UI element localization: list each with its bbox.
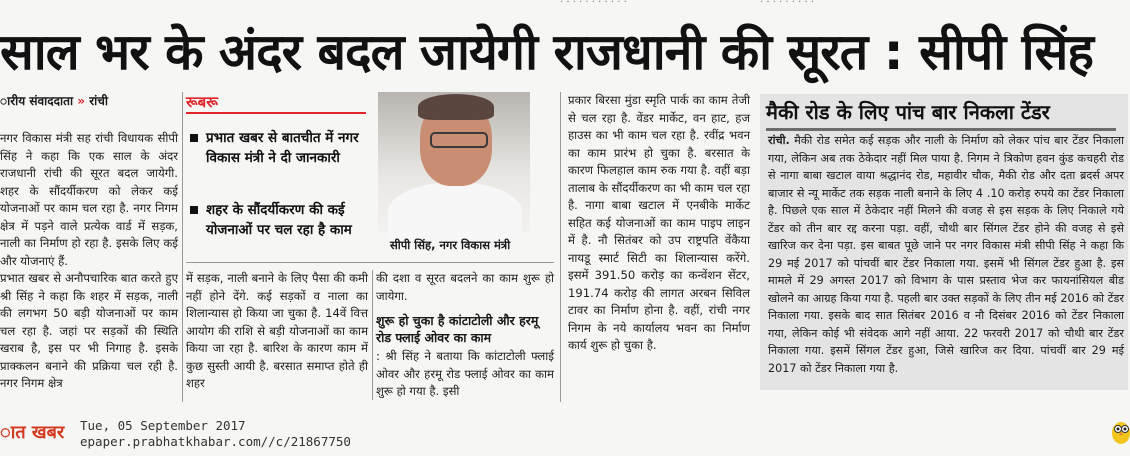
logo-text: ात खबर	[0, 422, 65, 443]
headline: साल भर के अंदर बदल जायेगी राजधानी की सूरत : सीपी सिंह	[0, 23, 1093, 81]
subheading: शुरू हो चुका है कांटाटोली और हरमू रोड फ्लाई ओवर का काम	[376, 313, 539, 345]
square-bullet-icon	[190, 206, 198, 214]
sidebar-box	[760, 94, 1128, 390]
article-column-4: प्रकार बिरसा मुंडा स्मृति पार्क का काम तेजी से चल रहा है. वेंडर मार्केट, वन हाट, हज हाउस का भी काम चल रहा है. रवींद्र भवन का काम प्रारंभ हो चुका है. बरसात के कारण फिलहाल काम रुक गया है. वहीं बड़ा तालाब के सौंदर्यीकरण का भी काम चल रहा है. नागा बाबा खटाल में एनबीके मार्केट सहित कई योजनाओं का काम पाइप लाइन में है. नौ सितंबर को उप राष्ट्रपति वेंकैया नायडू स्मार्ट सिटी का शिलान्यास करेंगे. इसमें 391.50 करोड़ का कन्वेंशन सेंटर, 191.74 करोड़ की लागत अरबन सिविल टावर का निर्माण होना है. वहीं, रांची नगर निगम के नये कार्यालय भवन का निर्माण कार्य शुरू हो चुका है.	[568, 93, 750, 352]
reporter-label: ारीय संवाददाता	[0, 94, 74, 108]
byline-arrow-icon: »	[77, 94, 86, 108]
highlight-bullet-2	[190, 200, 370, 240]
article-column-3-bottom: : श्री सिंह ने बताया कि कांटाटोली फ्लाई ओवर और हरमू रोड फ्लाई ओवर का काम शुरू हो गया है. इसी	[376, 349, 554, 398]
photo-shirt	[388, 182, 522, 242]
highlight-bullet-1	[190, 128, 370, 168]
photo-glasses	[430, 132, 488, 148]
article-column-1: नगर विकास मंत्री सह रांची विधायक सीपी सिंह ने कहा कि एक साल के अंदर राजधानी रांची की सूरत बदल जायेगी. शहर के सौंदर्यीकरण को लेकर कई योजनाओं पर काम चल रहा है. नगर निगम क्षेत्र में पड़ने वाले प्रत्येक वार्ड में सड़क, नाली का निर्माण हो रहा है. इसके लिए कई और योजनाएं हैं. प्रभात खबर से अनौपचारिक बात करते हुए श्री सिंह ने कहा कि शहर में सड़क, नाली की लगभग 50 बड़ी योजनाओं पर काम चल रहा है. जहां पर सड़कों की स्थिति खराब है, इस पर भी निगाह है. इसके प्राक्कलन बनाने की प्रक्रिया चल रही है. नगर निगम क्षेत्र	[0, 131, 178, 390]
square-bullet-icon	[190, 134, 198, 142]
divider	[182, 92, 183, 402]
photo-hair	[418, 94, 494, 120]
edition-date: Tue, 05 September 2017	[80, 418, 246, 433]
photo-caption: सीपी सिंह, नगर विकास मंत्री	[390, 238, 511, 252]
minister-photo	[378, 92, 530, 232]
city-label: रांची	[89, 94, 108, 108]
dateline: रांची.	[768, 134, 790, 147]
footer	[0, 412, 1130, 456]
sidebar-box-text	[768, 132, 1124, 377]
article-column-3-top: की दशा व सूरत बदलने का काम शुरू हो जायेगा.	[376, 271, 554, 303]
highlight-text: शहर के सौंदर्यीकरण की कई योजनाओं पर चल रहा है काम	[206, 202, 352, 238]
owl-mascot-icon	[1108, 415, 1130, 445]
divider	[372, 270, 373, 400]
prabhat-khabar-logo	[0, 418, 66, 450]
rubaru-label: रूबरू	[186, 92, 366, 114]
previous-article-strip	[0, 0, 1130, 8]
sidebar-box-title: मैकी रोड के लिए पांच बार निकला टेंडर	[766, 96, 1116, 131]
divider	[560, 92, 561, 402]
epaper-link[interactable]: epaper.prabhatkhabar.com//c/21867750	[80, 434, 351, 449]
byline	[0, 92, 180, 110]
highlight-text: प्रभात खबर से बातचीत में नगर विकास मंत्री ने दी जानकारी	[206, 130, 359, 166]
divider	[186, 262, 554, 263]
sidebar-box-body: मैकी रोड समेत कई सड़क और नाली के निर्माण को लेकर पांच बार टेंडर निकाला गया, लेकिन अब तक ठेकेदार नहीं मिल पाया है. निगम ने त्रिकोण हवन कुंड कचहरी रोड से नागा बाबा खटाल वाया श्रद्धानंद रोड, महावीर चौक, मैकी रोड और दता ब्रदर्स अपर बाजार से न्यू मार्केट तक सड़क नाली बनाने के लिए 4 .10 करोड़ रुपये का टेंडर निकाला है. पिछले एक साल में ठेकेदार नहीं मिलने की वजह से इस सड़क के लिए निकाले गये टेंडर को तीन बार रद्द करना पड़ा. वहीं, चौथी बार सिंगल टेंडर होने की वजह से इसे खारिज कर देना पड़ा. इस बाबत पूछे जाने पर नगर विकास मंत्री सीपी सिंह ने कहा कि 29 मई 2017 को पांचवीं बार टेंडर निकाला गया. इसमें भी सिंगल टेंडर हुआ है. इस मामले में 29 अगस्त 2017 को विभाग के पास प्रस्ताव भेज कर फायनांसियल बीड खोलने का आग्रह किया गया है. पहली बार उक्त सड़कों के लिए तीन मई 2016 को टेंडर निकाला गया. इसके बाद सात सितंबर 2016 व नौ दिसंबर 2016 को टेंडर निकाला गया, लेकिन कोई भी संवेदक आगे नहीं आया. 22 फरवरी 2017 को चौथी बार टेंडर निकाला गया. इसमें सिंगल टेंडर हुआ, जिसे खारिज कर दिया. पांचवीं बार 29 मई 2017 को टेंडर निकाला गया है.	[768, 134, 1124, 375]
article-column-2: में सड़क, नाली बनाने के लिए पैसा की कमी नहीं होने देंगे. कई सड़कों व नाला का शिलान्यास हो किया जा चुका है. 14वें वित्त आयोग की राशि से बड़ी योजनाओं का काम किया जा रहा है. बारिश के कारण काम में कुछ सुस्ती आयी है. बरसात समाप्त होते ही शहर	[186, 271, 368, 390]
